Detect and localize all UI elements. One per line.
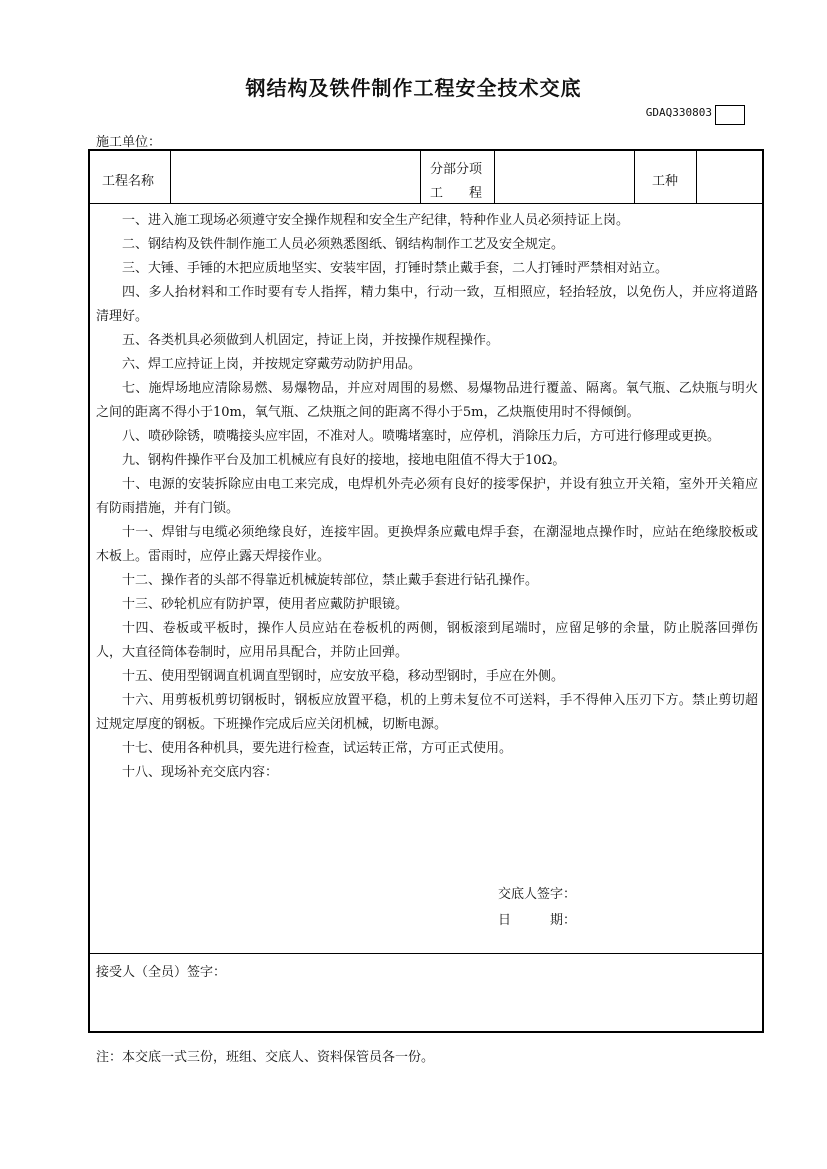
document-title: 钢结构及铁件制作工程安全技术交底 <box>245 76 582 100</box>
receiver-signature-label: 接受人（全员）签字： <box>96 965 227 980</box>
disclosure-content <box>96 209 758 785</box>
sub-project-label-line1: 分部分项 <box>430 162 483 177</box>
list-item: 十二、操作者的头部不得靠近机械旋转部位，禁止戴手套进行钻孔操作。 <box>122 573 539 588</box>
list-item: 十八、现场补充交底内容： <box>122 765 279 780</box>
code-suffix-field[interactable] <box>715 105 745 125</box>
divider <box>170 151 171 203</box>
project-name-field[interactable] <box>172 153 418 201</box>
discloser-signature-label: 交底人签字： <box>498 887 577 902</box>
list-item: 十五、使用型钢调直机调直型钢时，应安放平稳，移动型钢时，手应在外侧。 <box>122 669 565 684</box>
divider <box>90 953 762 954</box>
list-item: 十四、卷板或平板时，操作人员应站在卷板机的两侧，钢板滚到尾端时，应留足够的余量，防止脱落回弹伤人，大直径筒体卷制时，应用吊具配合，并防止回弹。 <box>96 621 758 660</box>
list-item: 一、进入施工现场必须遵守安全操作规程和安全生产纪律，特种作业人员必须持证上岗。 <box>122 213 630 228</box>
sub-project-label-line2: 工 程 <box>430 186 483 201</box>
date-label: 日 期： <box>498 913 577 928</box>
list-item: 五、各类机具必须做到人机固定，持证上岗，并按操作规程操作。 <box>122 333 500 348</box>
list-item: 三、大锤、手锤的木把应质地坚实、安装牢固，打锤时禁止戴手套，二人打锤时严禁相对站立。 <box>122 261 669 276</box>
work-type-label: 工种 <box>652 174 679 189</box>
disclosure-form <box>88 149 764 1033</box>
list-item: 十、电源的安装拆除应由电工来完成，电焊机外壳必须有良好的接零保护，并设有独立开关箱，室外开关箱应有防雨措施，并有门锁。 <box>96 477 758 516</box>
project-name-label: 工程名称 <box>102 174 155 189</box>
divider <box>494 151 495 203</box>
list-item: 六、焊工应持证上岗，并按规定穿戴劳动防护用品。 <box>122 357 422 372</box>
list-item: 十七、使用各种机具，要先进行检查，试运转正常，方可正式使用。 <box>122 741 513 756</box>
list-item: 九、钢构件操作平台及加工机械应有良好的接地，接地电阻值不得大于10Ω。 <box>122 453 566 468</box>
divider <box>634 151 635 203</box>
divider <box>420 151 421 203</box>
list-item: 七、施焊场地应清除易燃、易爆物品，并应对周围的易燃、易爆物品进行覆盖、隔离。氧气瓶、乙炔瓶与明火之间的距离不得小于10m，氧气瓶、乙炔瓶之间的距离不得小于5m，乙炔瓶使用时不得倾倒。 <box>96 381 758 420</box>
construction-unit-label: 施工单位： <box>96 135 162 150</box>
work-type-field[interactable] <box>698 153 760 201</box>
list-item: 十六、用剪板机剪切钢板时，钢板应放置平稳，机的上剪未复位不可送料，手不得伸入压刃下方。禁止剪切超过规定厚度的钢板。下班操作完成后应关闭机械，切断电源。 <box>96 693 758 732</box>
list-item: 二、钢结构及铁件制作施工人员必须熟悉图纸、钢结构制作工艺及安全规定。 <box>122 237 565 252</box>
form-header-row <box>90 151 762 204</box>
list-item: 四、多人抬材料和工作时要有专人指挥，精力集中，行动一致，互相照应，轻抬轻放，以免伤人，并应将道路清理好。 <box>96 285 758 324</box>
document-code: GDAQ330803 <box>645 106 712 119</box>
divider <box>696 151 697 203</box>
sub-project-field[interactable] <box>496 153 632 201</box>
list-item: 八、喷砂除锈，喷嘴接头应牢固，不准对人。喷嘴堵塞时，应停机，消除压力后，方可进行修理或更换。 <box>122 429 721 444</box>
list-item: 十一、焊钳与电缆必须绝缘良好，连接牢固。更换焊条应戴电焊手套，在潮湿地点操作时，应站在绝缘胶板或木板上。雷雨时，应停止露天焊接作业。 <box>96 525 758 564</box>
footnote: 注：本交底一式三份，班组、交底人、资料保管员各一份。 <box>96 1050 435 1065</box>
list-item: 十三、砂轮机应有防护罩，使用者应戴防护眼镜。 <box>122 597 409 612</box>
